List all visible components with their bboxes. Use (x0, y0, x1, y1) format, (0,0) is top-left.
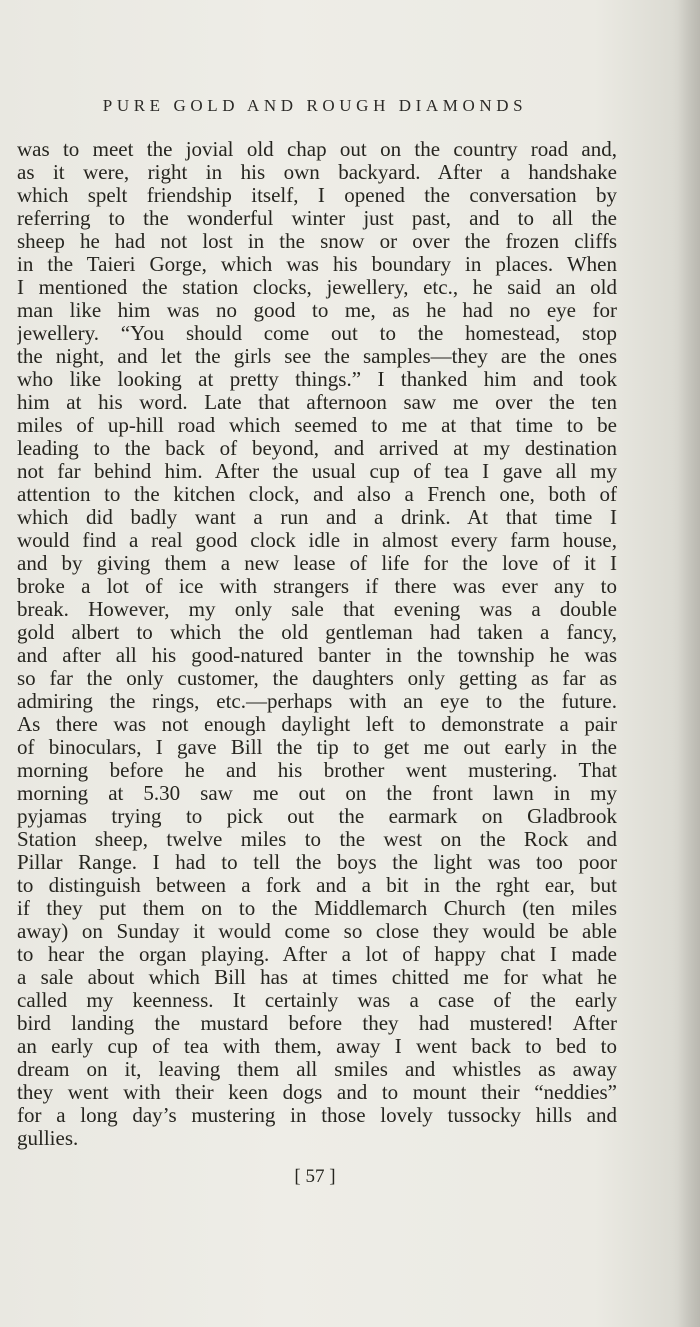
text-line: morning before he and his brother went mustering. That (17, 759, 617, 782)
text-line: as it were, right in his own backyard. After a handshake (17, 161, 617, 184)
text-line: sheep he had not lost in the snow or over the frozen cliffs (17, 230, 617, 253)
text-line: not far behind him. After the usual cup of tea I gave all my (17, 460, 617, 483)
text-line: away) on Sunday it would come so close they would be able (17, 920, 617, 943)
running-head: PURE GOLD AND ROUGH DIAMONDS (102, 96, 528, 115)
text-line: which spelt friendship itself, I opened the conversation by (17, 184, 617, 207)
text-line: him at his word. Late that afternoon saw me over the ten (17, 391, 617, 414)
text-line: jewellery. “You should come out to the homestead, stop (17, 322, 617, 345)
text-line: an early cup of tea with them, away I went back to bed to (17, 1035, 617, 1058)
text-line: would find a real good clock idle in almost every farm house, (17, 529, 617, 552)
text-line: admiring the rings, etc.—perhaps with an eye to the future. (17, 690, 617, 713)
text-line: and after all his good-natured banter in the township he was (17, 644, 617, 667)
text-line: to hear the organ playing. After a lot of happy chat I made (17, 943, 617, 966)
text-line: pyjamas trying to pick out the earmark on Gladbrook (17, 805, 617, 828)
text-line: called my keenness. It certainly was a case of the early (17, 989, 617, 1012)
text-line: in the Taieri Gorge, which was his boundary in places. When (17, 253, 617, 276)
text-line: referring to the wonderful winter just past, and to all the (17, 207, 617, 230)
text-line: was to meet the jovial old chap out on the country road and, (17, 138, 617, 161)
body-paragraph (17, 138, 617, 1150)
text-line: so far the only customer, the daughters only getting as far as (17, 667, 617, 690)
text-line: and by giving them a new lease of life for the love of it I (17, 552, 617, 575)
text-line: who like looking at pretty things.” I thanked him and took (17, 368, 617, 391)
text-line: Station sheep, twelve miles to the west on the Rock and (17, 828, 617, 851)
text-line: I mentioned the station clocks, jewellery, etc., he said an old (17, 276, 617, 299)
text-line: Pillar Range. I had to tell the boys the light was too poor (17, 851, 617, 874)
text-line: for a long day’s mustering in those lovely tussocky hills and (17, 1104, 617, 1127)
text-line: As there was not enough daylight left to demonstrate a pair (17, 713, 617, 736)
text-line: gullies. (17, 1127, 79, 1150)
text-line: attention to the kitchen clock, and also a French one, both of (17, 483, 617, 506)
text-line: broke a lot of ice with strangers if there was ever any to (17, 575, 617, 598)
text-line: if they put them on to the Middlemarch Church (ten miles (17, 897, 617, 920)
text-line: leading to the back of beyond, and arrived at my destination (17, 437, 617, 460)
text-line: morning at 5.30 saw me out on the front lawn in my (17, 782, 617, 805)
text-line: which did badly want a run and a drink. At that time I (17, 506, 617, 529)
text-line: man like him was no good to me, as he had no eye for (17, 299, 617, 322)
text-line: miles of up-hill road which seemed to me at that time to be (17, 414, 617, 437)
page-edge-shadow (678, 0, 700, 1327)
text-line: dream on it, leaving them all smiles and whistles as away (17, 1058, 617, 1081)
text-line: of binoculars, I gave Bill the tip to get me out early in the (17, 736, 617, 759)
text-line: to distinguish between a fork and a bit in the rght ear, but (17, 874, 617, 897)
text-line: a sale about which Bill has at times chitted me for what he (17, 966, 617, 989)
text-line: break. However, my only sale that evening was a double (17, 598, 617, 621)
text-line: they went with their keen dogs and to mount their “neddies” (17, 1081, 617, 1104)
page-number: [ 57 ] (294, 1166, 336, 1187)
text-line: gold albert to which the old gentleman had taken a fancy, (17, 621, 617, 644)
text-line: bird landing the mustard before they had mustered! After (17, 1012, 617, 1035)
text-line: the night, and let the girls see the samples—they are the ones (17, 345, 617, 368)
